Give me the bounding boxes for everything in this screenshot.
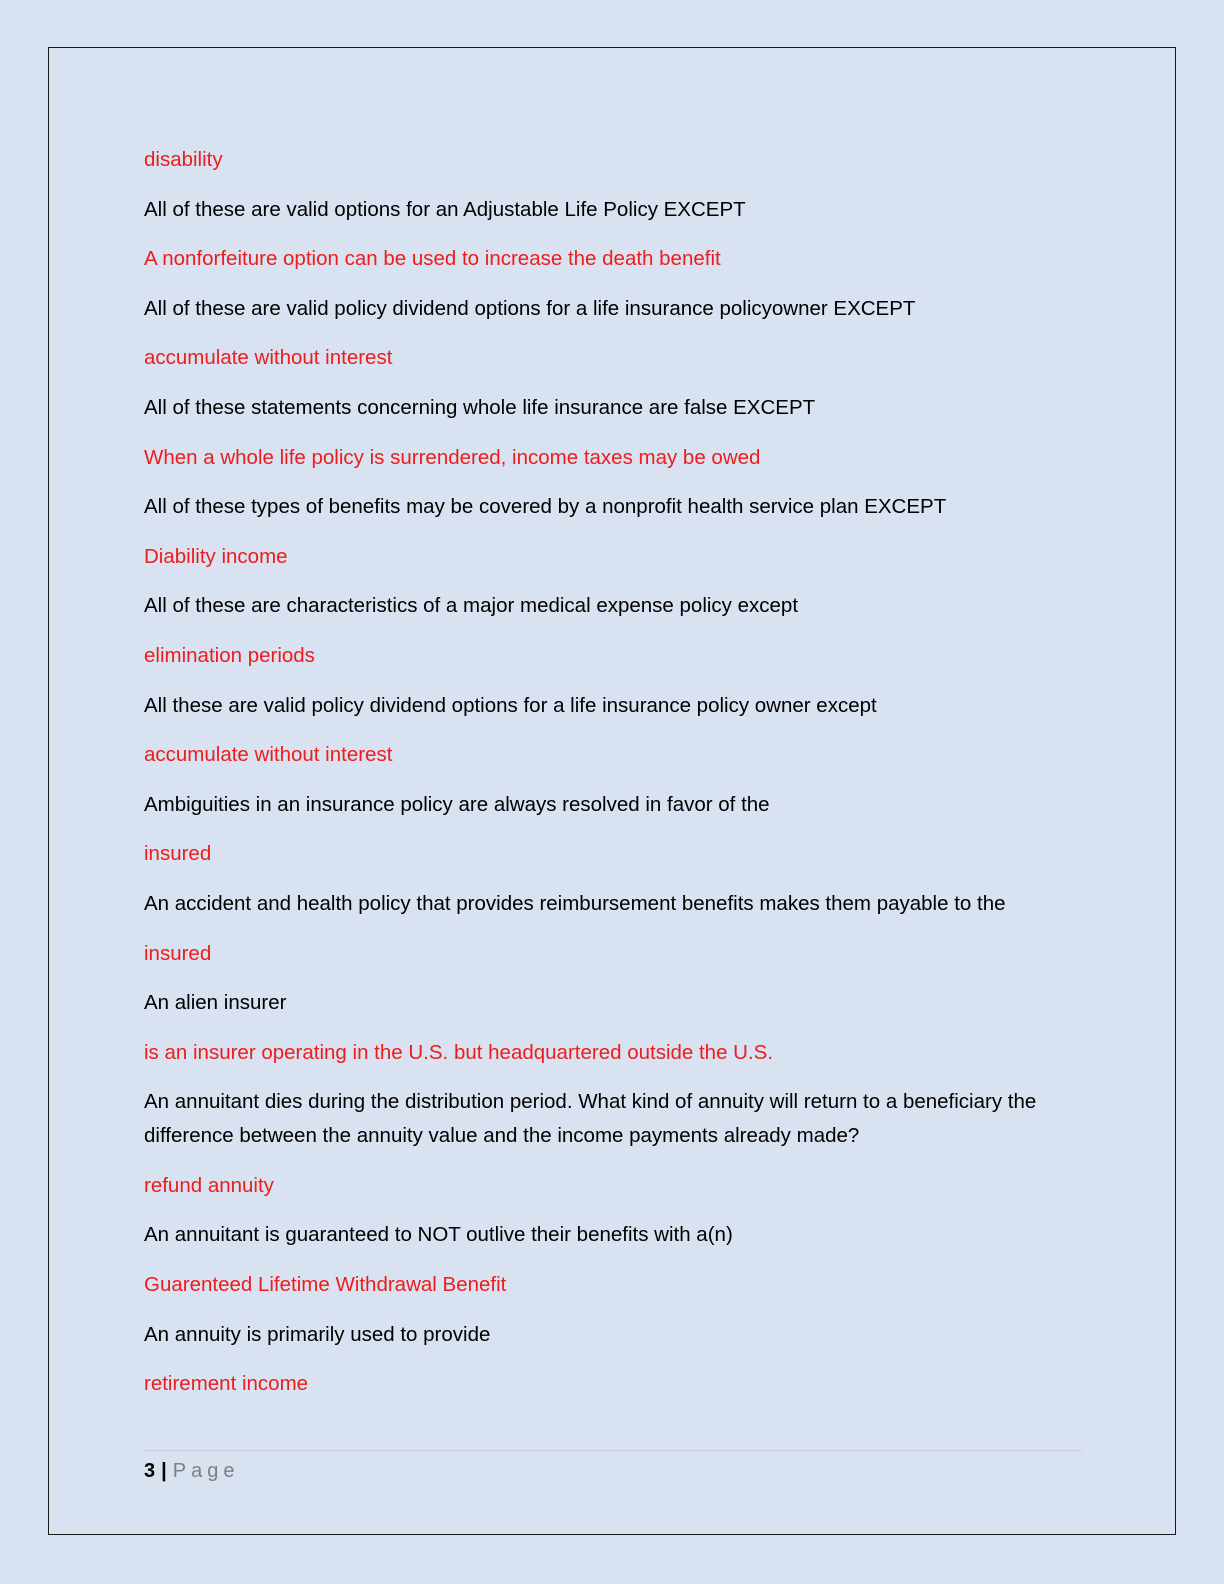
answer-line: retirement income	[144, 1372, 309, 1396]
footer-separator: |	[161, 1460, 167, 1482]
question-line: All of these are characteristics of a major medical expense policy except	[144, 594, 799, 618]
answer-line: A nonforfeiture option can be used to increase the death benefit	[144, 247, 721, 271]
footer-divider	[144, 1450, 1082, 1451]
question-line: All of these statements concerning whole life insurance are false EXCEPT	[144, 395, 816, 419]
answer-line: Diability income	[144, 544, 288, 568]
question-line: An annuity is primarily used to provide	[144, 1322, 491, 1346]
answer-line: insured	[144, 842, 212, 866]
question-line: All these are valid policy dividend options for a life insurance policy owner except	[144, 693, 877, 717]
page-number: 3	[144, 1460, 156, 1482]
answer-line: accumulate without interest	[144, 346, 393, 370]
question-line: An annuitant is guaranteed to NOT outlive their benefits with a(n)	[144, 1223, 733, 1247]
question-line: All of these types of benefits may be covered by a nonprofit health service plan EXCEPT	[144, 495, 947, 519]
question-line: Ambiguities in an insurance policy are always resolved in favor of the	[144, 792, 770, 816]
answer-line: elimination periods	[144, 643, 315, 667]
answer-line: refund annuity	[144, 1173, 274, 1197]
question-line: An annuitant dies during the distribution period. What kind of annuity will return to a beneficiary the difference between the annuity value and the income payments already made?	[144, 1090, 1037, 1148]
answer-line: is an insurer operating in the U.S. but headquartered outside the U.S.	[144, 1040, 774, 1064]
answer-line: Guarenteed Lifetime Withdrawal Benefit	[144, 1273, 507, 1297]
page-footer	[144, 1454, 239, 1488]
answer-line: disability	[144, 148, 223, 171]
document-body	[144, 143, 1094, 1417]
question-line: All of these are valid policy dividend options for a life insurance policyowner EXCEPT	[144, 296, 916, 320]
answer-line: accumulate without interest	[144, 743, 393, 767]
question-line: An alien insurer	[144, 991, 287, 1015]
question-line: All of these are valid options for an Adjustable Life Policy EXCEPT	[144, 197, 746, 221]
question-line: An accident and health policy that provides reimbursement benefits makes them payable to the	[144, 891, 1006, 915]
answer-line: When a whole life policy is surrendered, income taxes may be owed	[144, 445, 761, 469]
page-label: Page	[172, 1460, 240, 1482]
answer-line: insured	[144, 941, 212, 965]
